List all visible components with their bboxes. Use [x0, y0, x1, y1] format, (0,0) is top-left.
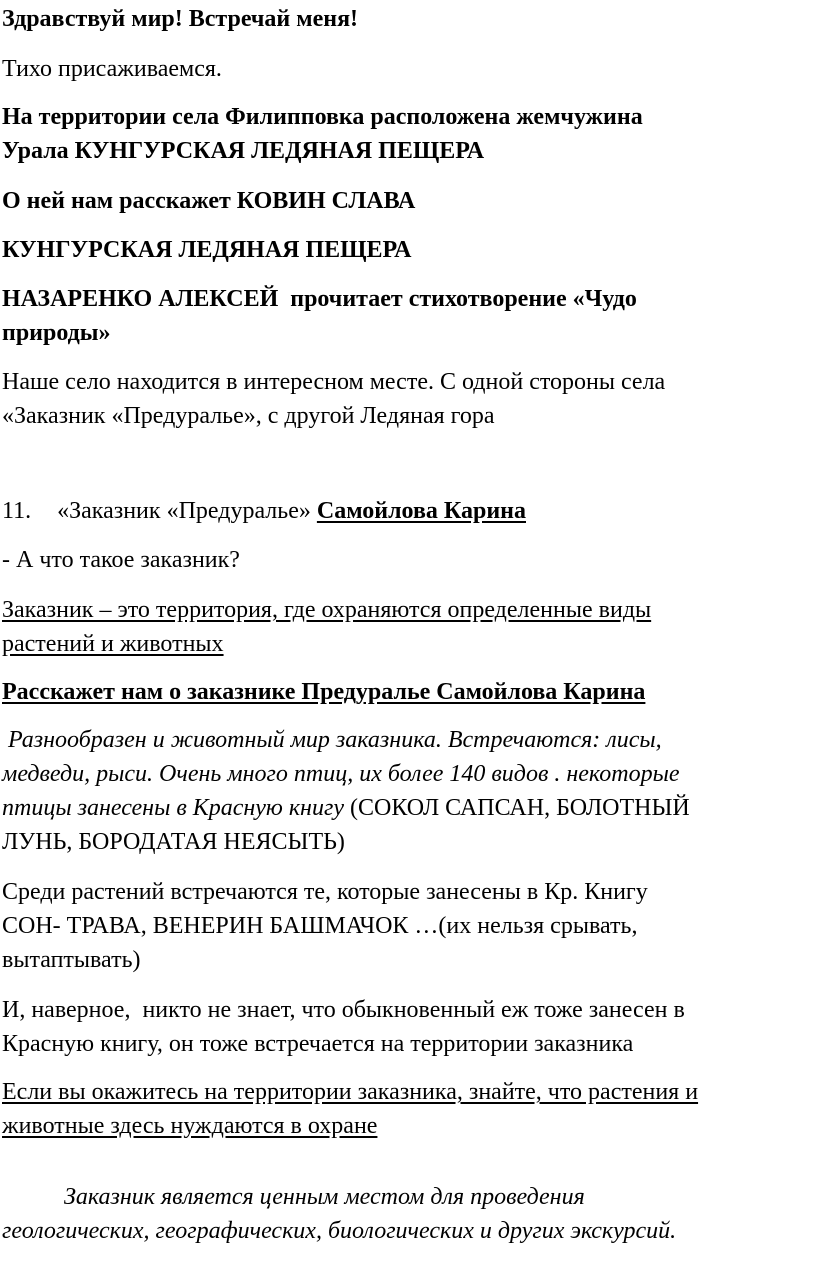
conclusion-line-1: Заказник является ценным местом для проведения: [64, 1184, 585, 1210]
hedgehog-line-2: Красную книгу, он тоже встречается на территории заказника: [2, 1031, 634, 1057]
protection-paragraph: [2, 1075, 812, 1143]
village-pearl-line-2: Урала КУНГУРСКАЯ ЛЕДЯНАЯ ПЕЩЕРА: [2, 138, 485, 164]
protection-line-2: животные здесь нуждаются в охране: [2, 1113, 378, 1139]
definition-paragraph: [2, 593, 812, 661]
fauna-line-3-normal: (СОКОЛ САПСАН, БОЛОТНЫЙ: [343, 795, 690, 821]
definition-line-1: Заказник – это территория, где охраняются определенные виды: [2, 597, 652, 623]
question-line: - А что такое заказник?: [2, 547, 240, 573]
village-location-paragraph: [2, 365, 812, 433]
fauna-line-1: Разнообразен и животный мир заказника. Встречаются: лисы,: [2, 727, 662, 753]
item-11-line: [2, 494, 812, 528]
definition-line-2: растений и животных: [2, 631, 224, 657]
flora-line-3: вытаптывать): [2, 947, 141, 973]
village-location-line-1: Наше село находится в интересном месте. С одной стороны села: [2, 369, 666, 395]
greeting-line: Здравствуй мир! Встречай меня!: [2, 6, 359, 32]
flora-line-2: СОН- ТРАВА, ВЕНЕРИН БАШМАЧОК …(их нельзя срывать,: [2, 913, 638, 939]
item-11-title: «Заказник «Предуралье»: [57, 498, 311, 524]
item-11-number: 11.: [2, 498, 32, 524]
flora-line-1: Среди растений встречаются те, которые занесены в Кр. Книгу: [2, 879, 648, 905]
karina-tells-line: Расскажет нам о заказнике Предуралье Самойлова Карина: [2, 679, 646, 705]
flora-paragraph: [2, 875, 812, 977]
fauna-line-3-italic: птицы занесены в Красную книгу: [2, 795, 344, 821]
sit-quietly-line: Тихо присаживаемся.: [2, 56, 222, 82]
conclusion-paragraph: [2, 1180, 812, 1248]
fauna-line-3: [2, 791, 812, 825]
nazarenko-paragraph: [2, 282, 812, 350]
fauna-line-2: медведи, рыси. Очень много птиц, их более 140 видов . некоторые: [2, 761, 680, 787]
item-11-speaker: Самойлова Карина: [316, 498, 526, 524]
village-location-line-2: «Заказник «Предуралье», с другой Ледяная гора: [2, 403, 495, 429]
hedgehog-line-1: И, наверное, никто не знает, что обыкновенный еж тоже занесен в: [2, 997, 685, 1023]
kovin-line: О ней нам расскажет КОВИН СЛАВА: [2, 188, 416, 214]
nazarenko-line-1: НАЗАРЕНКО АЛЕКСЕЙ прочитает стихотворение «Чудо: [2, 286, 637, 312]
fauna-line-4: ЛУНЬ, БОРОДАТАЯ НЕЯСЫТЬ): [2, 829, 345, 855]
village-pearl-paragraph: [2, 100, 812, 168]
village-pearl-line-1: На территории села Филипповка расположена жемчужина: [2, 104, 643, 130]
fauna-paragraph: [2, 723, 812, 859]
protection-line-1: Если вы окажитесь на территории заказника, знайте, что растения и: [2, 1079, 699, 1105]
hedgehog-paragraph: [2, 993, 812, 1061]
nazarenko-line-2: природы»: [2, 320, 111, 346]
conclusion-line-2: геологических, географических, биологических и других экскурсий.: [2, 1218, 677, 1244]
cave-title-line: КУНГУРСКАЯ ЛЕДЯНАЯ ПЕЩЕРА: [2, 237, 412, 263]
